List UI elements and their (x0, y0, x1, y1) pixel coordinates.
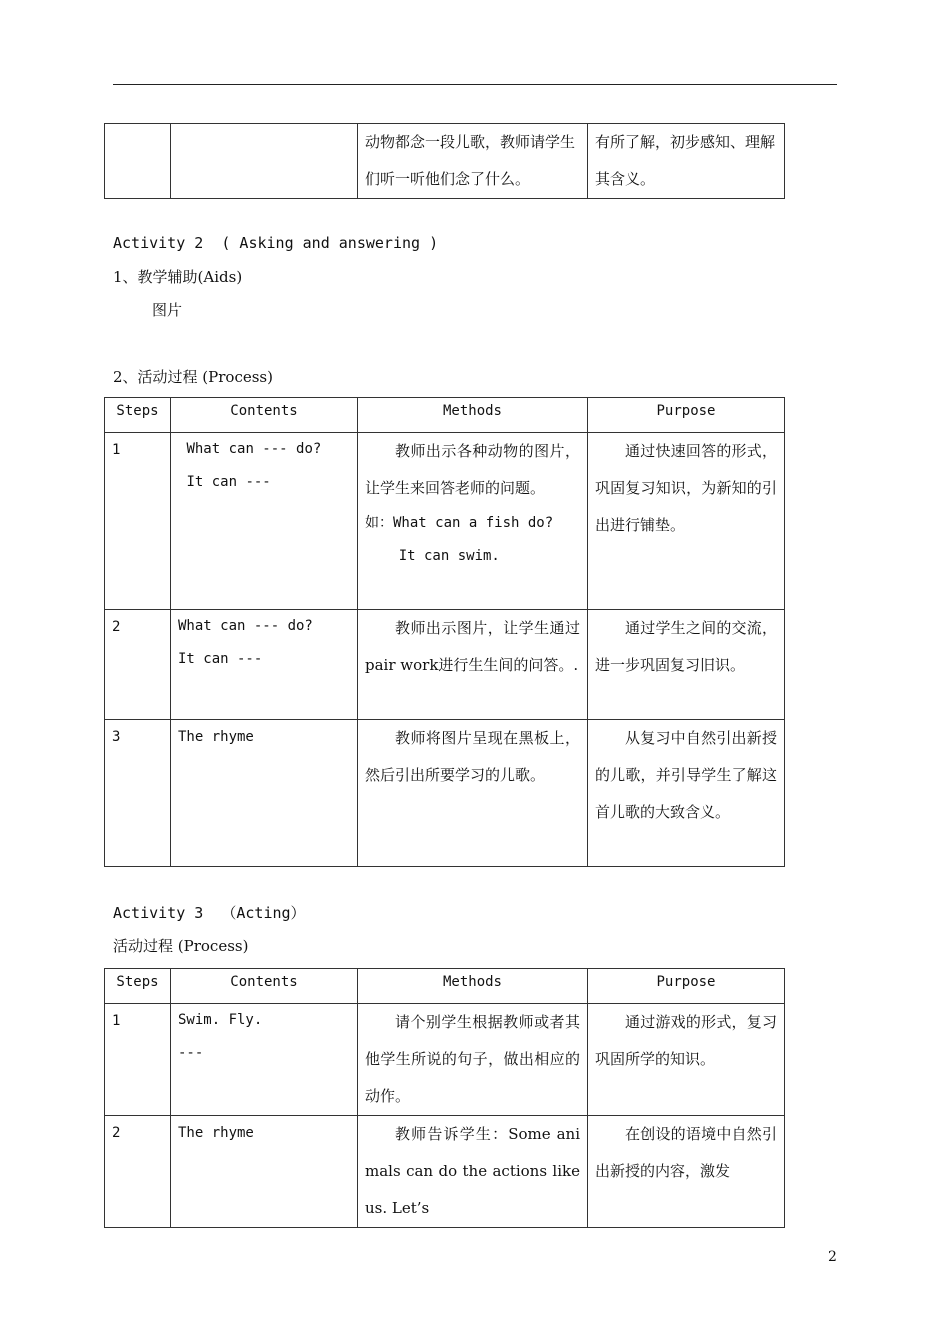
table-row (105, 124, 785, 199)
table-row (105, 720, 785, 867)
table-row (105, 1116, 785, 1228)
table-row (105, 433, 785, 610)
header-steps: Steps (105, 969, 171, 1004)
activity3-heading: Activity 3 （Acting） (113, 904, 306, 922)
activity2-table (104, 397, 785, 867)
methods-cell: 教师将图片呈现在黑板上，然后引出所要学习的儿歌。 (358, 720, 588, 867)
header-purpose: Purpose (588, 398, 785, 433)
purpose-cell: 通过学生之间的交流，进一步巩固复习旧识。 (588, 610, 785, 720)
step-cell: 1 (105, 1004, 171, 1116)
purpose-cell: 有所了解，初步感知、理解其含义。 (588, 124, 785, 199)
activity2-heading: Activity 2 ( Asking and answering ) (113, 234, 439, 252)
purpose-cell: 通过游戏的形式，复习巩固所学的知识。 (588, 1004, 785, 1116)
table-row (105, 1004, 785, 1116)
methods-cell: 教师出示图片，让学生通过pair work进行生生间的问答。. (358, 610, 588, 720)
contents-cell: The rhyme (171, 720, 358, 867)
purpose-cell: 通过快速回答的形式，巩固复习知识，为新知的引出进行铺垫。 (588, 433, 785, 610)
methods-example: 如：What can a fish do? It can swim. (365, 515, 554, 564)
methods-cell: 请个别学生根据教师或者其他学生所说的句子，做出相应的动作。 (358, 1004, 588, 1116)
contents-cell: Swim. Fly. --- (171, 1004, 358, 1116)
methods-cell: 动物都念一段儿歌，教师请学生们听一听他们念了什么。 (358, 124, 588, 199)
step-cell (105, 124, 171, 199)
methods-cell: 教师告诉学生：Some animals can do the actions like us. Let’s (358, 1116, 588, 1228)
header-purpose: Purpose (588, 969, 785, 1004)
step-cell: 2 (105, 610, 171, 720)
step-cell: 2 (105, 1116, 171, 1228)
activity3-table (104, 968, 785, 1228)
activity2-process-label: 2、活动过程 (Process) (113, 368, 273, 386)
purpose-cell: 在创设的语境中自然引出新授的内容，激发 (588, 1116, 785, 1228)
header-contents: Contents (171, 398, 358, 433)
header-steps: Steps (105, 398, 171, 433)
page-number: 2 (828, 1249, 837, 1265)
top-table (104, 123, 785, 199)
header-methods: Methods (358, 969, 588, 1004)
activity3-process-label: 活动过程 (Process) (113, 937, 249, 955)
contents-cell: What can --- do? It can --- (171, 433, 358, 610)
contents-cell: The rhyme (171, 1116, 358, 1228)
table-header-row (105, 398, 785, 433)
purpose-cell: 从复习中自然引出新授的儿歌，并引导学生了解这首儿歌的大致含义。 (588, 720, 785, 867)
aids-value: 图片 (152, 301, 183, 319)
header-contents: Contents (171, 969, 358, 1004)
step-cell: 3 (105, 720, 171, 867)
table-row (105, 610, 785, 720)
header-methods: Methods (358, 398, 588, 433)
step-cell: 1 (105, 433, 171, 610)
header-rule (113, 84, 837, 85)
methods-cell: 教师出示各种动物的图片，让学生来回答老师的问题。 如：What can a fish do? It can swim. (358, 433, 588, 610)
contents-cell: What can --- do? It can --- (171, 610, 358, 720)
contents-cell (171, 124, 358, 199)
table-header-row (105, 969, 785, 1004)
aids-label: 1、教学辅助(Aids) (113, 268, 243, 286)
